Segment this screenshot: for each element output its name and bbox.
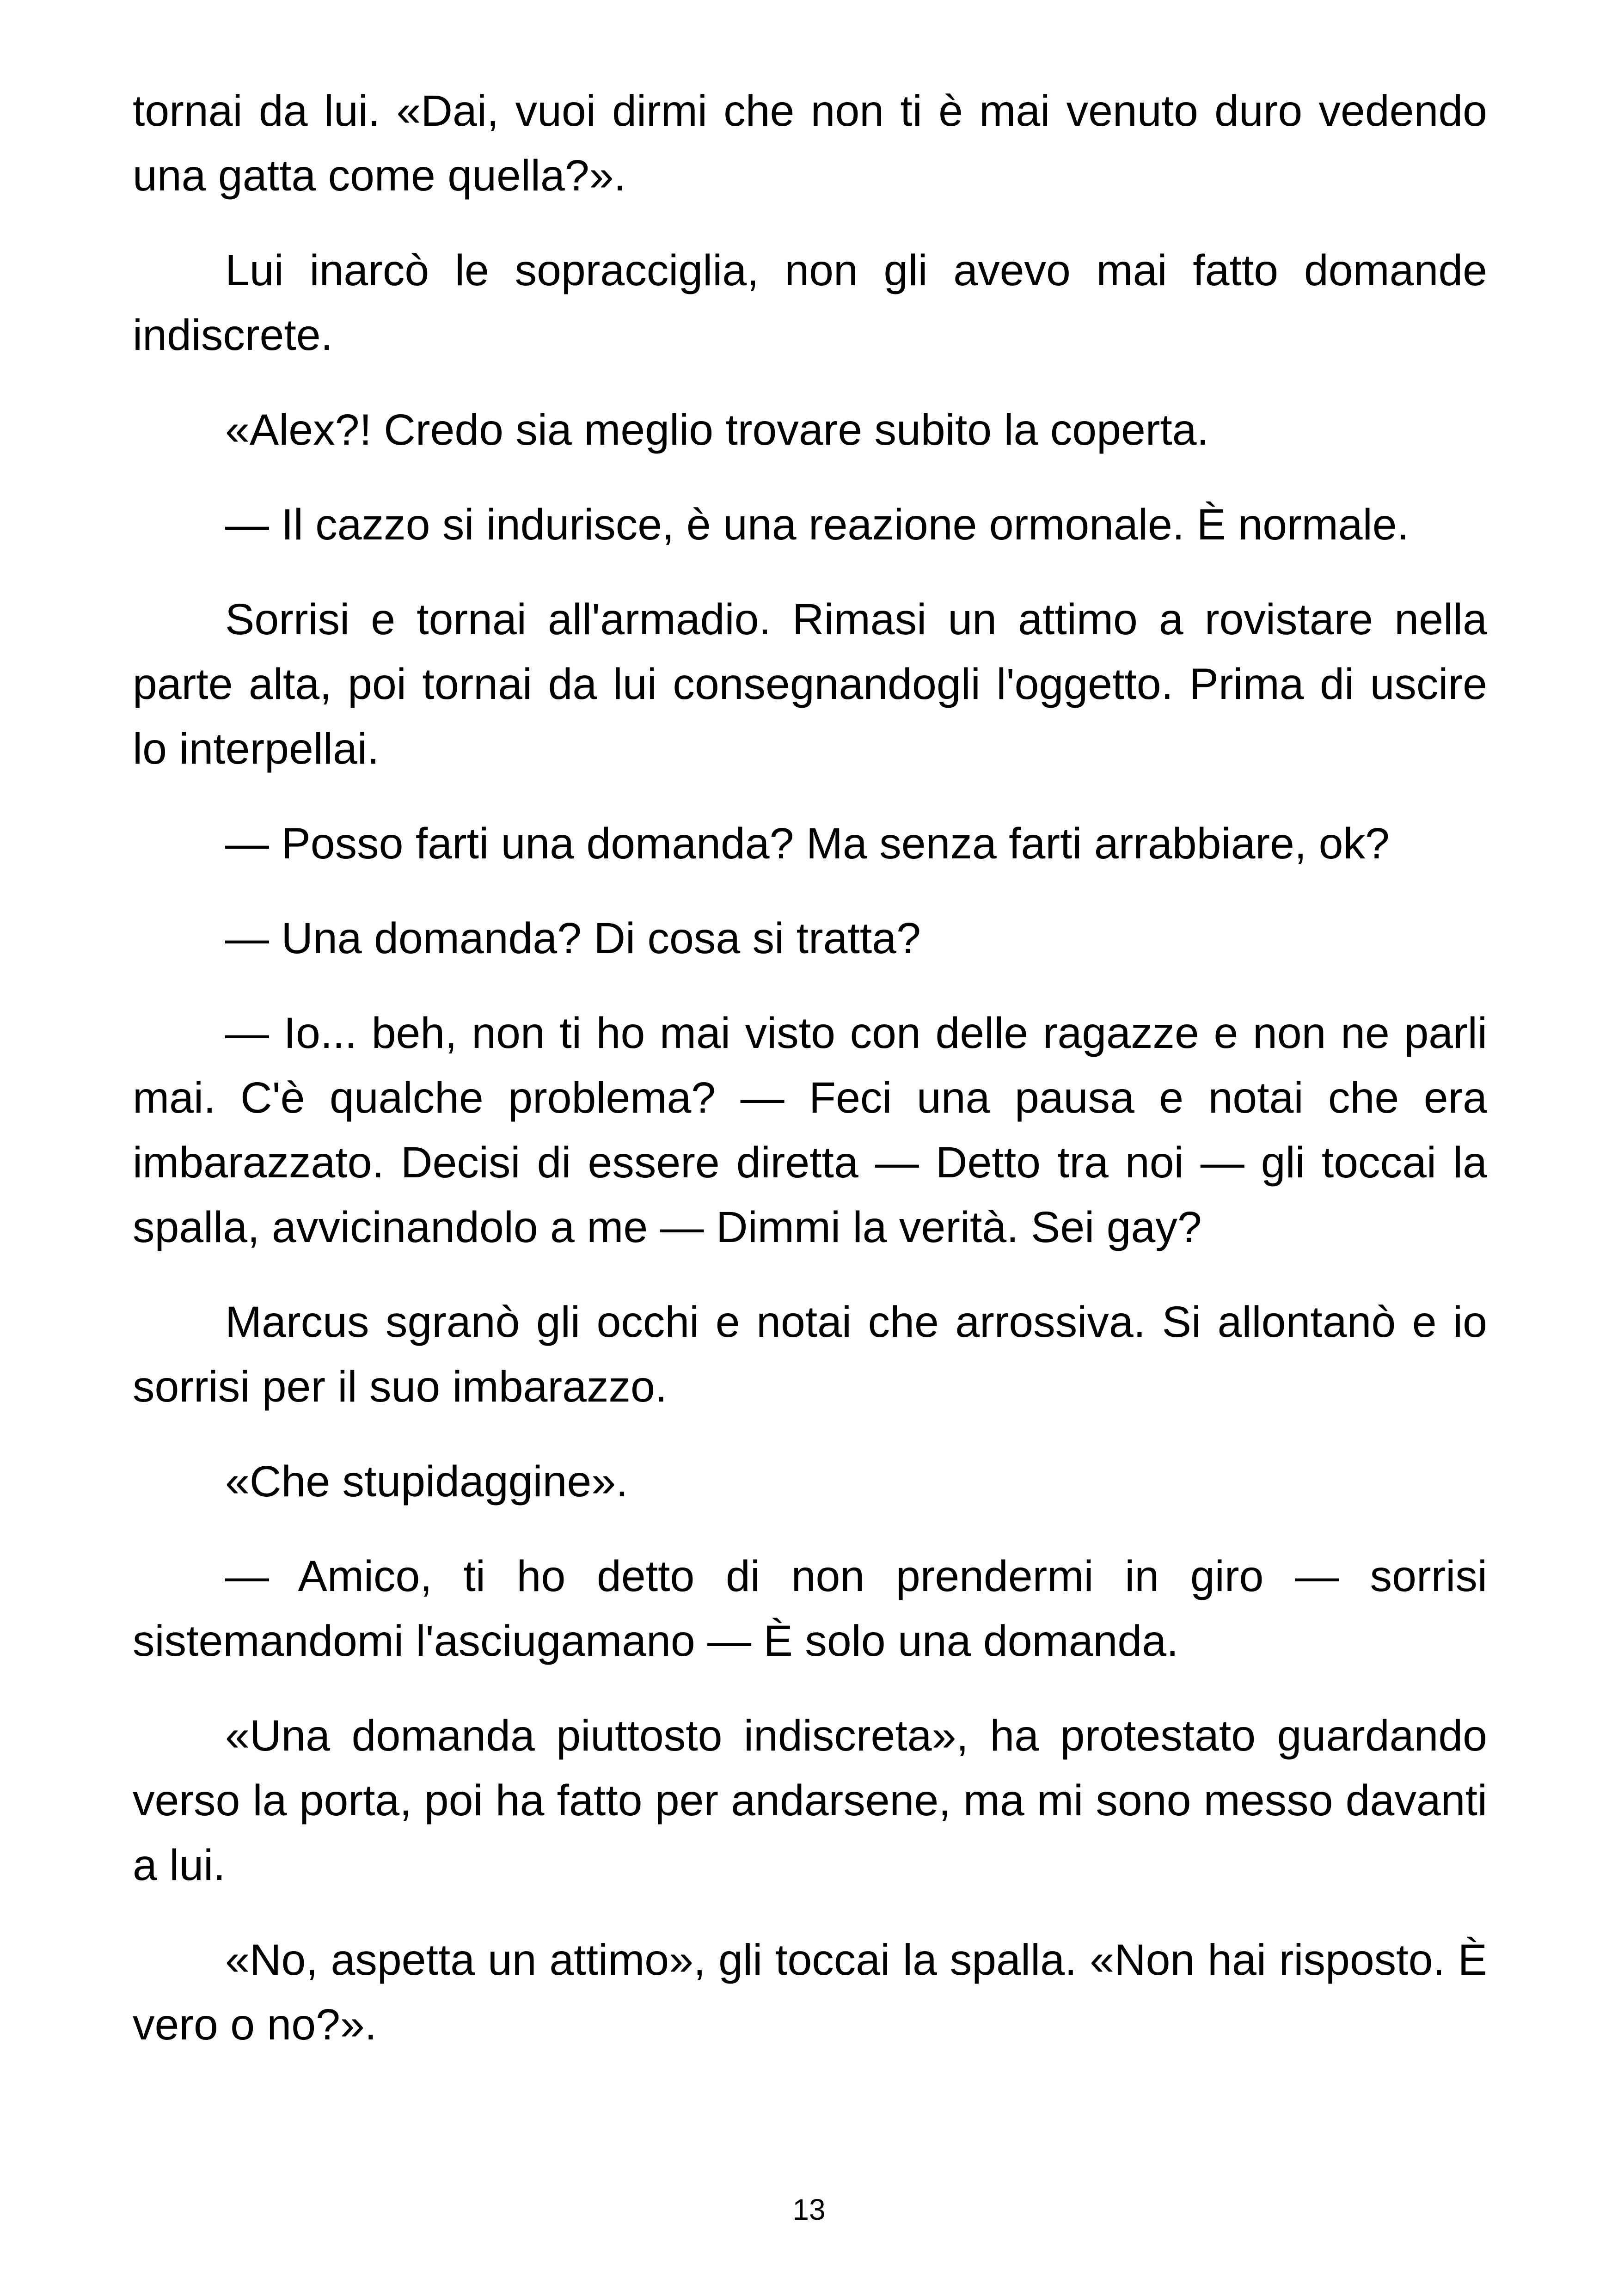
paragraph: tornai da lui. «Dai, vuoi dirmi che non ti è mai venuto duro vedendo una gatta come quella?». xyxy=(133,86,1487,200)
paragraph: — Il cazzo si indurisce, è una reazione ormonale. È normale. xyxy=(225,500,1409,549)
paragraph: «Alex?! Credo sia meglio trovare subito la coperta. xyxy=(225,405,1209,454)
paragraph: «No, aspetta un attimo», gli toccai la spalla. «Non hai risposto. È vero o no?». xyxy=(133,1935,1487,2049)
paragraph: Marcus sgranò gli occhi e notai che arrossiva. Si allontanò e io sorrisi per il suo imbarazzo. xyxy=(133,1298,1487,1411)
paragraph: — Amico, ti ho detto di non prendermi in giro — sorrisi sistemandomi l'asciugamano — È solo una domanda. xyxy=(133,1552,1487,1665)
paragraph: — Posso farti una domanda? Ma senza farti arrabbiare, ok? xyxy=(225,819,1390,868)
body-text xyxy=(133,79,1487,2087)
paragraph: Sorrisi e tornai all'armadio. Rimasi un attimo a rovistare nella parte alta, poi tornai da lui consegnandogli l'oggetto. Prima di uscire lo interpellai. xyxy=(133,595,1487,773)
page-number: 13 xyxy=(792,2193,826,2226)
paragraph: «Che stupidaggine». xyxy=(225,1457,628,1506)
paragraph: «Una domanda piuttosto indiscreta», ha protestato guardando verso la porta, poi ha fatto per andarsene, ma mi sono messo davanti a lui. xyxy=(133,1711,1487,1890)
paragraph: Lui inarcò le sopracciglia, non gli avevo mai fatto domande indiscrete. xyxy=(133,246,1487,360)
paragraph: — Io... beh, non ti ho mai visto con delle ragazze e non ne parli mai. C'è qualche problema? — Feci una pausa e notai che era imbarazzato. Decisi di essere diretta — Detto tra noi — gli toccai la spalla, avvicinandolo a me — Dimmi la verità. Sei gay? xyxy=(133,1009,1487,1252)
paragraph: — Una domanda? Di cosa si tratta? xyxy=(225,914,921,963)
